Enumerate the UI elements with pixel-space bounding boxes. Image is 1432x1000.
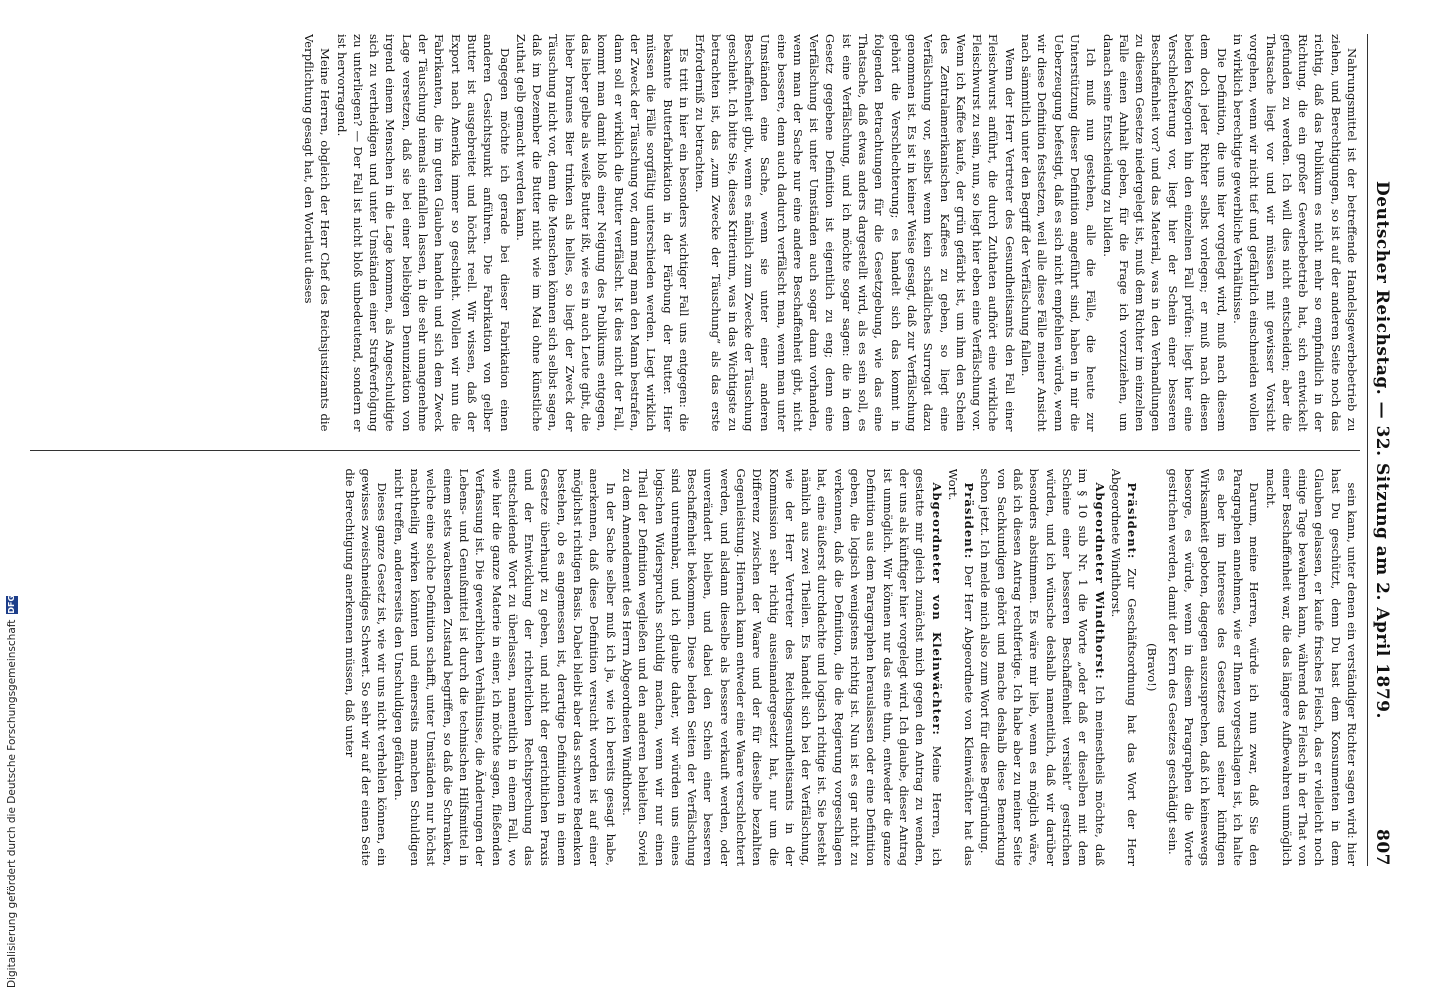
speech-paragraph xyxy=(977,469,1107,867)
speaker-name: Abgeordneter Windthorst: xyxy=(1092,482,1107,680)
speech-text: Der Herr Abgeordnete von Kleinwächter hat das Wort. xyxy=(945,468,977,866)
speaker-name: Präsident: xyxy=(962,482,977,560)
credit-text: Digitalisierung gefördert durch die Deutsche Forschungsgemeinschaft xyxy=(6,619,18,988)
page-header xyxy=(1367,34,1396,866)
speaker-name: Präsident: xyxy=(1125,482,1140,560)
speech-text: Meine Herren, ich gestatte mir gleich zunächst mich gegen den Antrag zu wenden, der uns als künftiger hier vorgelegt wird. Ich glaube, dieser Antrag ist unmöglich. Wir können nur das eine thun, entweder die ganze Definition aus dem Paragraphen herauslassen oder eine Definition geben, die logisch wenigstens richtig ist. Nun ist es gar nicht zu verkennen, daß die Definition, die die Regierung vorgeschlagen hat, eine äußerst durchdachte und logisch richtige ist. Sie besteht nämlich aus zwei Theilen. Es handelt sich bei der Verfälschung, wie der Herr Vertreter des Reichsgesundheitsamts in der Kommission sehr richtig auseinandergesetzt hat, nur um die Differenz zwischen der Waare und der für dieselbe bezahlten Gegenleistung. Hiernach kann entweder eine Waare verschlechtert werden, und alsdann dieselbe als bessere verkauft werden, oder unverändert bleiben, und dabei den Schein einer besseren Beschaffenheit bekommen. Diese beiden Seiten der Verfälschung sind untrennbar, und ich glaube daher, wir würden uns eines logischen Widerspruchs schuldig machen, wenn wir nur einen Theil der Definition wegließen und den anderen behielten. Soviel zu dem Amendement des Herrn Abgeordneten Windthorst. xyxy=(619,468,944,866)
page-number: 807 xyxy=(1372,829,1392,866)
applause-note: (Bravo!) xyxy=(1145,643,1160,692)
paragraph: Nahrungsmittel ist der betreffende Handelsgewerbebetrieb zu ziehen, und Berechtigungen, so ist auf der anderen Seite noch das richtig, daß das Publikum es nicht mehr so empfindlich in der Richtung, die ein großer Gewerbebetrieb hat, sich entwickelt gefunden zu werden. Ich will dies nicht entscheiden; aber die Thatsache liegt vor und wir müssen mit gewisser Vorsicht vorgehen, wenn wir nicht tief und gefährlich einschneiden wollen in wirklich berechtigte gewerbliche Verhältnisse. xyxy=(1230,34,1359,432)
newspaper-page xyxy=(10,10,1410,890)
speech-text: Zur Geschäftsordnung hat das Wort der Herr Abgeordnete Windthorst. xyxy=(1108,468,1140,866)
paragraph: Dagegen möchte ich gerade bei dieser Fabrikation einen anderen Gesichtspunkt anführen. Die Fabrikation von gelber Butter ist ausgebreitet und höchst reell. Wir wissen, daß der Export nach Amerika immer so geschieht. Wollen wir nun die Fabrikanten, die im guten Glauben handeln und sich dem Zweck der Täuschung niemals einfallen lassen, in die sehr unangenehme Lage versetzen, daß sie bei einer beliebigen Denunziation von irgend einem Menschen in die Lage kommen, als Angeschuldigte sich zu vertheidigen und unter Umständen einer Strafverfolgung zu unterliegen? — Der Fall ist nicht bloß unbedeutend, sondern er ist hervorragend. xyxy=(334,34,512,432)
text-columns xyxy=(30,34,1360,866)
dfg-logo-icon: DFG xyxy=(7,594,16,614)
paragraph: Meine Herren, obgleich der Herr Chef des Reichsjustizamts die Verpflichtung gesagt hat, den Wortlaut dieses xyxy=(302,34,333,432)
paragraph: Die Definition, die uns hier vorgelegt wird, muß nach diesem dem doch jeder Richter selbst vorlegen; er muß nach diesen beiden Kategorien hin den einzelnen Fall prüfen: liegt hier eine Verschlechterung vor, liegt hier der Schein einer besseren Beschaffenheit vor? und das Material, was in den Verhandlungen zu diesem Gesetze niedergelegt ist, muß dem Richter im einzelnen Falle einen Anhalt geben, für die Frage ich vorzuziehen, um danach seine Entscheidung zu bilden. xyxy=(1100,34,1229,432)
column-divider xyxy=(30,450,1360,451)
speech-text: Ich meinestheils möchte, daß im § 10 sub Nr. 1 die Worte „oder daß er dieselben mit dem Scheine einer besseren Beschaffenheit versieht“ gestrichen würden, und ich wünsche deshalb namentlich, daß wir darüber besonders abstimmen. Es wäre mir lieb, wenn es möglich wäre, daß ich diesen Antrag rechtfertige. Ich habe aber zu meiner Seite von Sachkundigen gehört und mache deshalb diese Bemerkung schon jetzt. Ich melde mich also zum Wort für diese Begründung. xyxy=(978,468,1107,866)
paragraph: Dieses ganze Gesetz ist, wie wir uns nicht verhehlen können, ein gewisses zweischneidiges Schwert. So sehr wir auf der einen Seite die Berechtigung anerkennen müssen, daß unter xyxy=(342,468,390,866)
paragraph: Ich muß nun gestehen, alle die Fälle, die heute zur Unterstützung dieser Definition angeführt sind, haben in mir die Ueberzeugung befestigt, daß es sich nicht empfehlen würde, wenn wir diese Definition festsetzen, weil alle diese Fälle meiner Ansicht nach sämmtlich unter den Begriff der Verfälschung fallen. xyxy=(1019,34,1099,432)
paragraph: In der Sache selber muß ich ja, wie ich bereits gesagt habe, anerkennen, daß diese Definition versucht worden ist auf einer möglichst richtigen Basis. Dabei bleibt aber das schwere Bedenken bestehen, ob es angemessen ist, derartige Definitionen in einem Gesetze überhaupt zu geben, und nicht der gerichtlichen Praxis und der Entwicklung der richterlichen Rechtsprechung das entscheidende Wort zu überlassen, namentlich in einem Fall, wo wie hier die ganze Materie in einer, ich möchte sagen, fließenden Verfassung ist. Die gewerblichen Verhältnisse, die Änderungen der Lebens- und Genußmittel ist durch die technischen Hilfsmittel in einem stets wachsenden Zustand begriffen, so daß die Schranken, welche eine solche Definition schafft, unter Umständen nur höchst nachtheilig wirken könnten und einerseits manchen Schuldigen nicht treffen, andererseits den Unschuldigen gefährden. xyxy=(391,468,618,866)
paragraph: Darum, meine Herren, würde ich nun zwar, daß Sie den Paragraphen annehmen, wie er Ihnen vorgeschlagen ist, ich halte es aber im Interesse des Gesetzes und seiner künftigen Wirksamkeit geboten, dagegen auszusprechen, daß ich keineswegs besorge, es würde, wenn in diesem Paragraphen die Worte gestrichen werden, damit der Kern des Gesetzes geschädigt sein. xyxy=(1165,468,1262,866)
paragraph: sein kann, unter denen ein verständiger Richter sagen wird: hier hast Du geschützt, denn Du hast dem Konsumenten in dem Glauben gelassen, er kaufe frisches Fleisch, das er vielleicht noch einige Tage bewahren kann, während das Fleisch in der That von einer Beschaffenheit war, die das längere Aufbewahren unmöglich macht. xyxy=(1263,468,1359,866)
right-column xyxy=(30,469,1360,867)
credit-line xyxy=(6,596,18,988)
digitization-credit xyxy=(6,228,18,988)
paragraph: Wenn der Herr Vertreter des Gesundheitsamts den Fall einer Fleischwurst anführt, die durch Zuthaten aufhört eine wirkliche Fleischwurst zu sein, nun, so liegt hier eben eine Verfälschung vor. Wenn ich Kaffee kaufe, der grün gefärbt ist, um ihm den Schein des Zentralamerikanischen Kaffees zu geben, so liegt eine Verfälschung vor, selbst wenn kein schädliches Surrogat dazu genommen ist. Es ist in keiner Weise gesagt, daß zur Verfälschung gehört die Verschlechterung; es handelt sich das kommt in folgenden Betrachtungen für die Gesetzgebung, wie das eine Thatsache, daß etwas anders dargestellt wird, als es sein soll, es ist eine Verfälschung, und ich möchte sogar sagen: die in dem Gesetz gegebene Definition ist eigentlich zu eng; denn eine Verfälschung ist unter Umständen auch sogar dann vorhanden, wenn man der Sache nur eine andere Beschaffenheit gibt, nicht eine bessere, denn auch dadurch verfälscht man, wenn man unter Umständen eine Sache, wenn sie unter einer anderen Beschaffenheit gibt, wenn es nämlich zum Zwecke der Täuschung geschieht. Ich bitte Sie, dieses Kriterium, was in das Wichtigste zu betrachten ist, das „zum Zwecke der Täuschung“ als das erste Erforderniß zu betrachten. xyxy=(693,34,1017,432)
page-title: Deutscher Reichstag. — 32. Sitzung am 2. April 1879. xyxy=(1372,181,1392,719)
speech-paragraph xyxy=(1108,469,1141,867)
paragraph: Es tritt in hier ein besonders wichtiger Fall uns entgegen: die bekannte Butterfabrikation in der Färbung der Butter. Hier müssen die Fälle sorgfältig unterschieden werden. Liegt wirklich der Zweck der Täuschung vor, dann mag man den Mann bestrafen, dann soll er wirklich die Butter verfälscht. Ist dies nicht der Fall, kommt man damit bloß einer Neigung des Publikums entgegen, das lieber gelbe als weiße Butter ißt, wie es in auch Leute gibt, die lieber braunes Bier trinken als helles, so liegt der Zweck der Täuschung nicht vor, denn die Menschen können sich selbst sagen, daß im Dezember die Butter nicht wie im Mai ohne künstliche Zuthat gelb gemacht werden kann. xyxy=(513,34,691,432)
speech-paragraph xyxy=(619,469,945,867)
speaker-name: Abgeordneter von Kleinwächter: xyxy=(929,482,944,736)
speech-paragraph xyxy=(945,469,978,867)
left-column xyxy=(30,34,1360,432)
